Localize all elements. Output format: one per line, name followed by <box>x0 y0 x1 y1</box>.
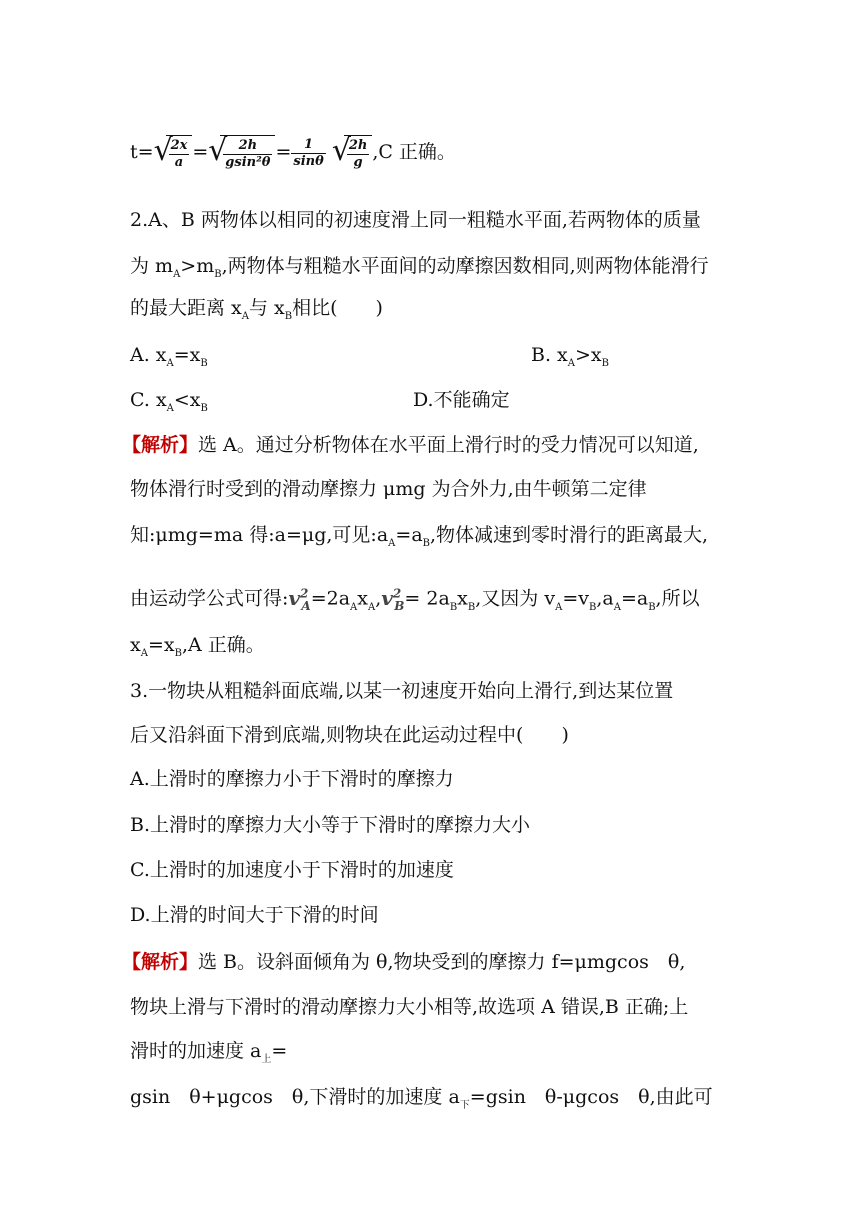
q2-option-d: D.不能确定 <box>413 389 510 411</box>
eq-1: = <box>192 141 209 163</box>
q2-options-row1 <box>130 342 730 372</box>
frac-3 <box>291 137 325 170</box>
eq-2: = <box>275 141 292 163</box>
q2-analysis-line3: 知:μmg=ma 得:a=μg,可见$:a_A=a_B$,物体减速到零时滑行的距离最大, <box>130 524 709 549</box>
frac4-num: 2h <box>348 138 368 153</box>
q3-analysis-line3: 滑时的加速度 $a_上=$ <box>130 1040 288 1065</box>
sqrt-2: √ $\frac{2h}{\text{gsin²θ}}$ <box>208 135 275 171</box>
frac1-num: 2x <box>170 138 188 153</box>
q2-analysis-line2: 物体滑行时受到的滑动摩擦力 μmg 为合外力,由牛顿第二定律 <box>130 478 647 500</box>
sqrt-1: √ $\frac{2x}{a}$ <box>154 135 193 171</box>
frac4-den: g <box>353 155 363 170</box>
q3-analysis-line4: gsin θ+μgcos θ,下滑时的加速度 $a_下=gsin$ θ-μgcos θ,由此可 <box>130 1086 713 1111</box>
q2-analysis-line5: $x_A=x_B,A$ 正确。 <box>130 634 265 659</box>
q3-option-b: B.上滑时的摩擦力大小等于下滑时的摩擦力大小 <box>130 814 531 836</box>
q3-option-c: C.上滑时的加速度小于下滑时的加速度 <box>130 859 454 881</box>
formula-tail: ,C 正确。 <box>372 141 456 163</box>
q2-analysis-line1: 【解析】选 A。通过分析物体在水平面上滑行时的受力情况可以知道, <box>122 434 699 456</box>
q2-analysis-line4: 由运动学公式可得$:v^2_A=2a_Ax_A,v^2_B= 2a_Bx_B$,又因为 $v_A=v_B,a_A=a_B$,所以 <box>130 585 700 613</box>
frac2-num: 2h <box>223 138 272 155</box>
q3-option-d: D.上滑的时间大于下滑的时间 <box>130 904 379 926</box>
frac2-den: gsin²θ <box>225 155 271 170</box>
formula-line <box>130 135 456 171</box>
sqrt-4: √ $\frac{2h}{g}$ <box>332 135 373 171</box>
q2-options-row2 <box>130 387 730 417</box>
q2-line3: 的最大距离 $x_A$与 $x_B$相比( ) <box>130 297 383 322</box>
analysis-tag: 【解析】 <box>122 434 199 456</box>
q2-option-b: B. $x_A>x_B$ <box>531 344 609 369</box>
frac3-num: 1 <box>291 137 325 154</box>
q3-analysis-line1: 【解析】选 B。设斜面倾角为 θ,物块受到的摩擦力 f=μmgcos θ, <box>122 951 686 973</box>
frac1-den: a <box>174 155 184 170</box>
analysis-tag: 【解析】 <box>122 951 199 973</box>
q3-line2: 后又沿斜面下滑到底端,则物块在此运动过程中( ) <box>130 724 569 746</box>
q2-option-a: A. $x_A=x_B$ <box>130 344 208 369</box>
q3-analysis-line2: 物块上滑与下滑时的滑动摩擦力大小相等,故选项 A 错误,B 正确;上 <box>130 996 689 1018</box>
q2-line2: 为 $m_A>m_B$,两物体与粗糙水平面间的动摩擦因数相同,则两物体能滑行 <box>130 255 709 280</box>
q3-option-a: A.上滑时的摩擦力小于下滑时的摩擦力 <box>130 768 454 790</box>
q2-line1: 2.A、B 两物体以相同的初速度滑上同一粗糙水平面,若两物体的质量 <box>130 209 701 231</box>
q3-line1: 3.一物块从粗糙斜面底端,以某一初速度开始向上滑行,到达某位置 <box>130 680 674 702</box>
t-label: t= <box>130 141 154 163</box>
frac3-den: sinθ <box>293 153 324 169</box>
q2-option-c: C. $x_A<x_B$ <box>130 389 208 414</box>
